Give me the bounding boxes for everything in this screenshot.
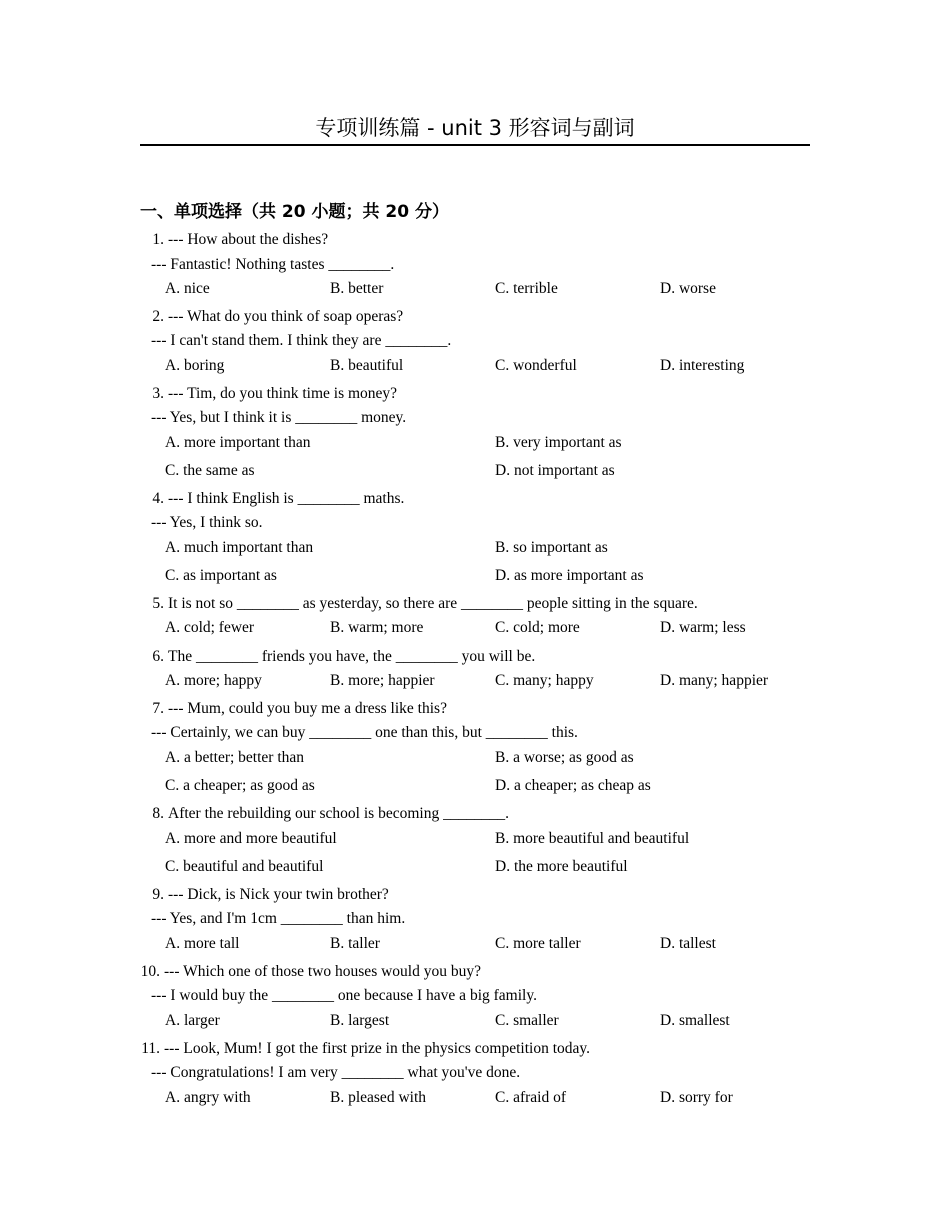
question-3-response: --- Yes, but I think it is ________ money. (151, 409, 407, 426)
question-7-response: --- Certainly, we can buy ________ one than this, but ________ this. (151, 724, 578, 741)
option-c: C. wonderful (495, 357, 577, 374)
option-b: B. a worse; as good as (495, 749, 634, 766)
option-d: D. as more important as (495, 567, 644, 584)
option-a: A. boring (165, 357, 225, 374)
option-a: A. more and more beautiful (165, 830, 337, 847)
question-6: 6. The ________ friends you have, the ________ you will be. (152, 648, 536, 665)
option-b: B. more beautiful and beautiful (495, 830, 690, 847)
option-b: B. largest (330, 1012, 390, 1029)
option-b: B. very important as (495, 434, 622, 451)
question-7: 7. --- Mum, could you buy me a dress like this? (152, 700, 447, 717)
option-a: A. more tall (165, 935, 240, 952)
option-a: A. cold; fewer (165, 619, 255, 636)
option-c: C. smaller (495, 1012, 559, 1029)
option-d: D. a cheaper; as cheap as (495, 777, 651, 794)
option-b: B. taller (330, 935, 380, 952)
option-b: B. better (330, 280, 384, 297)
question-10: 10. --- Which one of those two houses would you buy? (140, 963, 481, 980)
section-heading: 一、单项选择（共 20 小题；共 20 分） (140, 202, 449, 222)
option-c: C. more taller (495, 935, 581, 952)
option-b: B. pleased with (330, 1089, 426, 1106)
option-d: D. not important as (495, 462, 615, 479)
option-c: C. beautiful and beautiful (165, 858, 324, 875)
option-b: B. so important as (495, 539, 608, 556)
question-1: 1. --- How about the dishes? (152, 231, 329, 248)
option-c: C. many; happy (495, 672, 594, 689)
question-4-response: --- Yes, I think so. (151, 514, 263, 531)
question-2-response: --- I can't stand them. I think they are ________. (151, 332, 452, 349)
option-c: C. as important as (165, 567, 277, 584)
question-10-response: --- I would buy the ________ one because I have a big family. (151, 987, 537, 1004)
option-c: C. the same as (165, 462, 255, 479)
option-c: C. a cheaper; as good as (165, 777, 315, 794)
option-d: D. interesting (660, 357, 745, 374)
option-a: A. more important than (165, 434, 311, 451)
option-d: D. the more beautiful (495, 858, 628, 875)
option-d: D. warm; less (660, 619, 746, 636)
option-b: B. beautiful (330, 357, 404, 374)
option-a: A. a better; better than (165, 749, 305, 766)
option-d: D. many; happier (660, 672, 769, 689)
option-d: D. worse (660, 280, 716, 297)
question-1-response: --- Fantastic! Nothing tastes ________. (151, 256, 395, 273)
option-c: C. terrible (495, 280, 558, 297)
option-a: A. more; happy (165, 672, 262, 689)
question-9: 9. --- Dick, is Nick your twin brother? (152, 886, 389, 903)
question-5: 5. It is not so ________ as yesterday, so there are ________ people sitting in the square. (152, 595, 698, 612)
option-a: A. angry with (165, 1089, 251, 1106)
page-title: 专项训练篇 - unit 3 形容词与副词 (140, 112, 810, 146)
question-2: 2. --- What do you think of soap operas? (152, 308, 404, 325)
question-11-response: --- Congratulations! I am very ________ what you've done. (151, 1064, 521, 1081)
question-4: 4. --- I think English is ________ maths. (152, 490, 405, 507)
option-a: A. larger (165, 1012, 220, 1029)
question-11: 11. --- Look, Mum! I got the first prize in the physics competition today. (141, 1040, 591, 1057)
option-d: D. tallest (660, 935, 716, 952)
question-8: 8. After the rebuilding our school is becoming ________. (152, 805, 509, 822)
option-b: B. warm; more (330, 619, 424, 636)
question-3: 3. --- Tim, do you think time is money? (152, 385, 398, 402)
option-a: A. much important than (165, 539, 314, 556)
option-c: C. cold; more (495, 619, 580, 636)
option-a: A. nice (165, 280, 210, 297)
option-d: D. smallest (660, 1012, 730, 1029)
option-d: D. sorry for (660, 1089, 733, 1106)
question-9-response: --- Yes, and I'm 1cm ________ than him. (151, 910, 406, 927)
option-c: C. afraid of (495, 1089, 567, 1106)
option-b: B. more; happier (330, 672, 435, 689)
